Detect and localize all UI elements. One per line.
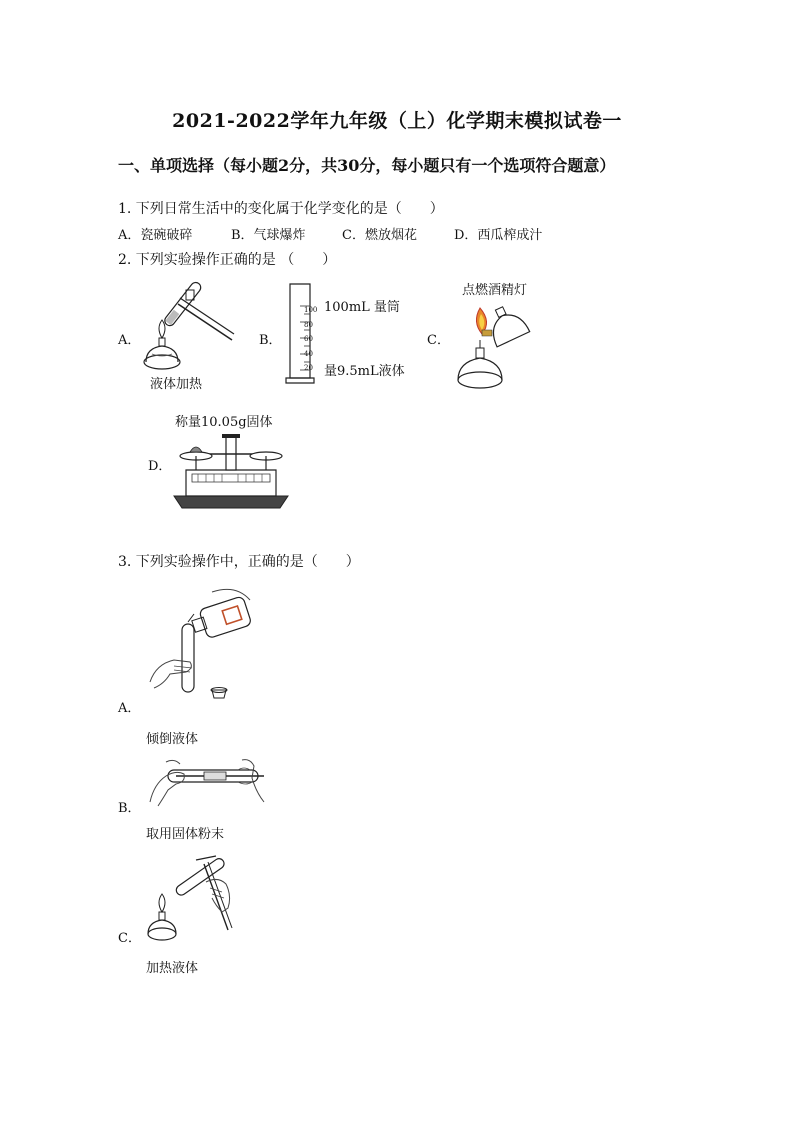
question-1-option-d: D．西瓜榨成汁 [454,228,543,243]
page-title: 2021-2022学年九年级（上）化学期末模拟试卷一 [172,110,622,132]
question-2-b-label-top: 100mL 量筒 [324,300,400,315]
cylinder-tick-labels [304,303,317,376]
question-1-option-c: C．燃放烟花 [342,228,417,243]
question-2-letter-b: B． [259,333,282,348]
question-2-a-caption: 液体加热 [150,377,203,392]
pouring-liquid-illustration [146,588,258,700]
question-2-letter-d: D． [148,459,172,474]
balance-illustration [170,430,292,512]
question-2-letter-a: A． [118,333,141,348]
question-3-a-caption: 倾倒液体 [146,732,199,747]
tick-label: 80 [304,320,313,329]
tick-label: 20 [304,364,313,372]
question-1-stem: 1. 下列日常生活中的变化属于化学变化的是（ ） [118,201,444,217]
question-3-stem: 3. 下列实验操作中，正确的是（ ） [118,554,360,570]
lighting-lamp-illustration [452,300,542,392]
question-1-option-a: A．瓷碗破碎 [118,228,193,243]
section-heading: 一、单项选择（每小题2分，共30分，每小题只有一个选项符合题意） [118,156,616,175]
tick-label: 40 [304,349,313,358]
question-2-b-label-bottom: 量9.5mL液体 [324,364,405,379]
tick-label: 100 [304,306,318,314]
heating-liquid-with-hand-illustration [146,852,240,944]
heating-liquid-illustration [140,282,240,374]
solid-powder-illustration [146,756,268,808]
question-3-c-caption: 加热液体 [146,961,199,976]
question-3-letter-c: C． [118,931,141,946]
question-3-b-caption: 取用固体粉末 [146,827,225,842]
question-2-stem: 2. 下列实验操作正确的是 （ ） [118,252,337,268]
question-2-letter-c: C． [427,333,450,348]
question-3-letter-b: B． [118,801,141,816]
question-1-option-b: B．气球爆炸 [231,228,306,243]
tick-label: 60 [304,335,313,343]
question-3-letter-a: A． [118,701,141,716]
question-2-d-caption: 称量10.05g固体 [175,415,273,430]
question-2-c-caption: 点燃酒精灯 [462,283,528,298]
